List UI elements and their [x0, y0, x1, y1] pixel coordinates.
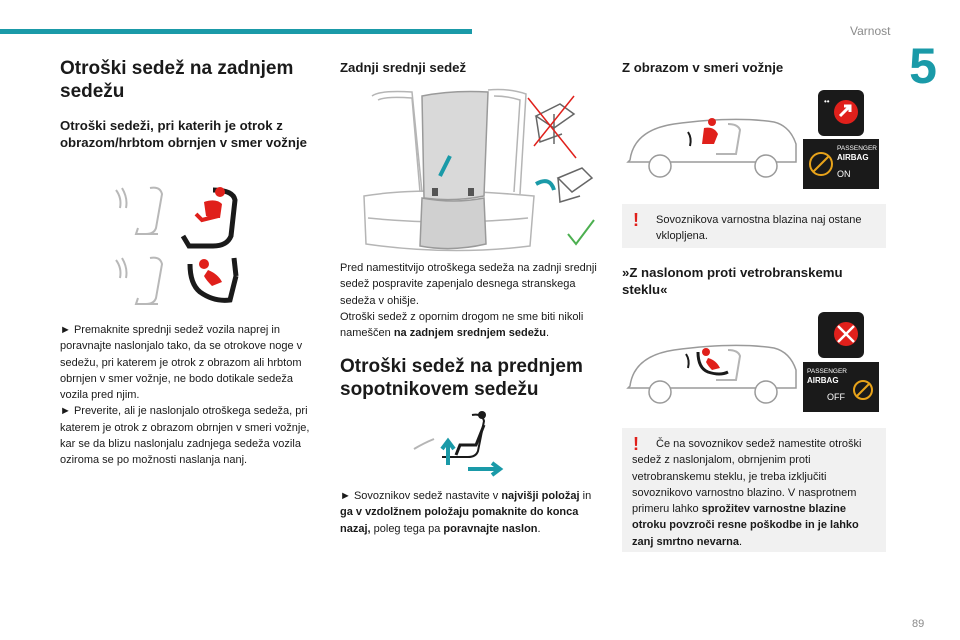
raise-arrow-icon	[442, 441, 454, 465]
section-title: Otroški sedež na zadnjem sedežu	[60, 58, 294, 102]
front-passenger-seat-adjust-illustration	[408, 405, 508, 477]
warning-box-airbag-on	[622, 204, 886, 248]
child-seat-rear-badge	[818, 312, 864, 358]
airbag-on-line1: PASSENGER	[837, 145, 877, 152]
airbag-off-line2: AIRBAG	[807, 376, 839, 385]
checkmark-icon	[568, 220, 594, 244]
airbag-on-indicator	[803, 139, 879, 189]
rear-middle-para1: Pred namestitvijo otroškega sedeža na zadnji srednji sedež pospravite zapenjalo desnega stranskega sedeža v ohišje.	[340, 262, 597, 307]
header-accent-bar	[0, 29, 472, 34]
rear-facing-title: »Z naslonom proti vetrobranskemu steklu«	[622, 265, 843, 297]
warning-exclamation-icon-2: !	[633, 434, 639, 454]
page-number: 89	[912, 618, 925, 630]
column-1	[60, 55, 322, 151]
instruction-check-backrest: ► Preverite, ali je naslonjalo otroškega sedeža, pri katerem je otrok z obrazom obrnjen v smeri vožnje, kar se da blizu naslonjalu zadnjega sedeža vozila oziroma se po možnosti naslanja nanj.	[60, 405, 310, 467]
airbag-off-line1: PASSENGER	[807, 368, 847, 375]
airbag-off-symbol-icon	[807, 150, 835, 178]
warning-text-airbag-off: Če na sovoznikov sedež namestite otroški sedež z naslonjalom, obrnjenim proti vetrobranskemu steklu, je treba izključiti sovoznikovo varnostno blazino. V nasprotnem primeru lahko sprožitev varnostne blazine otroku povzroči resne poškodbe in je lahko zanj smrtno nevarna.	[632, 438, 862, 548]
rear-middle-para2: Otroški sedež z opornim drogom ne sme biti nikoli nameščen na zadnjem srednjem sedežu.	[340, 310, 584, 340]
child-seat-rear-warning-icon	[818, 312, 864, 358]
chapter-number: 5	[909, 38, 937, 94]
airbag-on-state: ON	[837, 169, 851, 179]
column-3	[622, 55, 886, 76]
subsection-title: Otroški sedeži, pri katerih je otrok z obrazom/hrbtom obrnjen v smer vožnje	[60, 118, 307, 150]
warning-box-airbag-off	[622, 428, 886, 552]
child-seat-warning-icon	[818, 90, 864, 136]
child-seat-support-leg-crossed-icon	[528, 96, 576, 158]
rear-middle-seat-title: Zadnji srednji sedež	[340, 60, 467, 75]
rear-bench-illustration	[358, 86, 598, 254]
svg-text:••: ••	[824, 97, 830, 106]
child-seat-rearward-icon	[190, 258, 236, 300]
airbag-off-state: OFF	[827, 392, 845, 402]
slide-back-arrow-icon	[468, 463, 500, 475]
instruction-move-front-seat: ► Premaknite sprednji sedež vozila naprej in poravnajte naslonjalo tako, da se otrokove noge v sedežu, pri katerem je otrok z obrazom ali hrbtom obrnjen v smer vožnje, ne bodo dotikale sedeža vozila pred njim.	[60, 324, 303, 402]
passenger-seat-instruction: ► Sovoznikov sedež nastavite v najvišji položaj in ga v vzdolžnem položaju pomaknite do konca nazaj, poleg tega pa poravnajte naslon.	[340, 490, 592, 535]
car-forward-facing-illustration	[624, 104, 799, 184]
rotate-arrow-icon	[536, 181, 554, 190]
airbag-off-indicator	[803, 362, 879, 412]
child-seat-forward-badge	[818, 90, 864, 136]
car-rear-facing-illustration	[624, 330, 799, 410]
child-seat-forward-icon	[183, 187, 235, 246]
column-2	[340, 55, 602, 76]
forward-facing-title: Z obrazom v smeri vožnje	[622, 60, 784, 75]
warning-exclamation-icon: !	[633, 210, 639, 230]
section-label: Varnost	[850, 24, 891, 38]
airbag-on-line2: AIRBAG	[837, 153, 869, 162]
airbag-deactivated-icon	[851, 378, 875, 402]
child-seat-icon	[558, 168, 592, 202]
front-passenger-title: Otroški sedež na prednjem sopotnikovem sedežu	[340, 356, 583, 401]
front-seat-outline-icon	[116, 188, 162, 234]
front-seat-outline-icon-2	[116, 258, 162, 304]
column-2-footer	[340, 488, 602, 537]
column-2-body	[340, 260, 602, 401]
warning-text-airbag-on: Sovoznikova varnostna blazina naj ostane vklopljena.	[656, 214, 862, 243]
column-1-body	[60, 322, 322, 469]
child-seat-orientation-illustration	[108, 180, 258, 310]
